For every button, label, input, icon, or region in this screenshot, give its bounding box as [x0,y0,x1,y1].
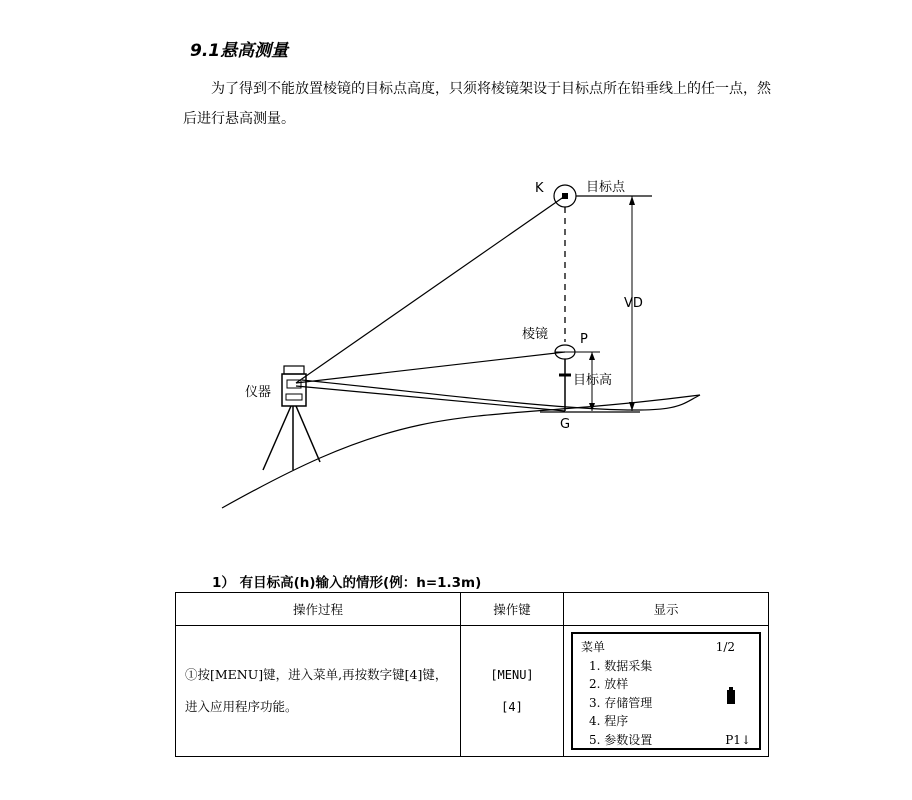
target-height-arrow-top [589,352,595,360]
display-cell [564,626,769,757]
screen-page-indicator: 1/2 [715,640,735,654]
page-down-indicator[interactable]: P1↓ [725,732,751,747]
label-target-height: 目标高 [573,373,613,388]
menu-item-stakeout[interactable]: 2. 放样 [589,677,629,691]
sight-line-to-k [296,196,565,383]
step-cell [176,626,461,757]
keys-cell [461,626,564,757]
menu-item-program[interactable]: 4. 程序 [589,714,629,728]
menu-item-memory-management[interactable]: 3. 存储管理 [589,695,653,710]
subsection-title: 1） 有目标高(h)输入的情形(例：h=1.3m) [212,575,482,591]
label-k: K [535,181,544,196]
target-k-point [562,193,568,199]
screen-last-row [581,731,751,750]
screen-title: 菜单 [581,640,606,654]
label-vd: VD [624,296,643,311]
intro-paragraph-text: 为了得到不能放置棱镜的目标点高度，只须将棱镜架设于目标点所在铅垂线上的任一点，然后进行悬高测量。 [183,81,771,127]
vd-arrow-top [629,196,635,205]
key-menu: [MENU] [490,668,534,682]
label-target-point: 目标点 [586,180,626,195]
battery-icon [727,690,735,704]
label-p: P [580,332,588,347]
header-display: 显示 [564,593,769,626]
section-heading: 9.1悬高测量 [190,41,289,61]
step-text: ①按[MENU]键，进入菜单,再按数字键[4]键，进入应用程序功能。 [185,667,448,714]
menu-item-data-collection[interactable]: 1. 数据采集 [589,658,653,673]
operation-table [175,592,769,757]
key-4: [4] [501,700,523,714]
table-row [176,626,769,757]
device-screen [571,632,761,750]
label-instrument: 仪器 [245,385,272,400]
sight-line-to-p [296,352,565,383]
label-prism: 棱镜 [522,327,549,342]
header-operation-process: 操作过程 [176,593,461,626]
label-g: G [560,417,571,432]
header-operation-keys: 操作键 [461,593,564,626]
sight-line-to-g [296,386,565,411]
menu-item-parameter-settings[interactable]: 5. 参数设置 [589,732,653,747]
screen-title-row [581,638,751,657]
table-header-row [176,593,769,626]
